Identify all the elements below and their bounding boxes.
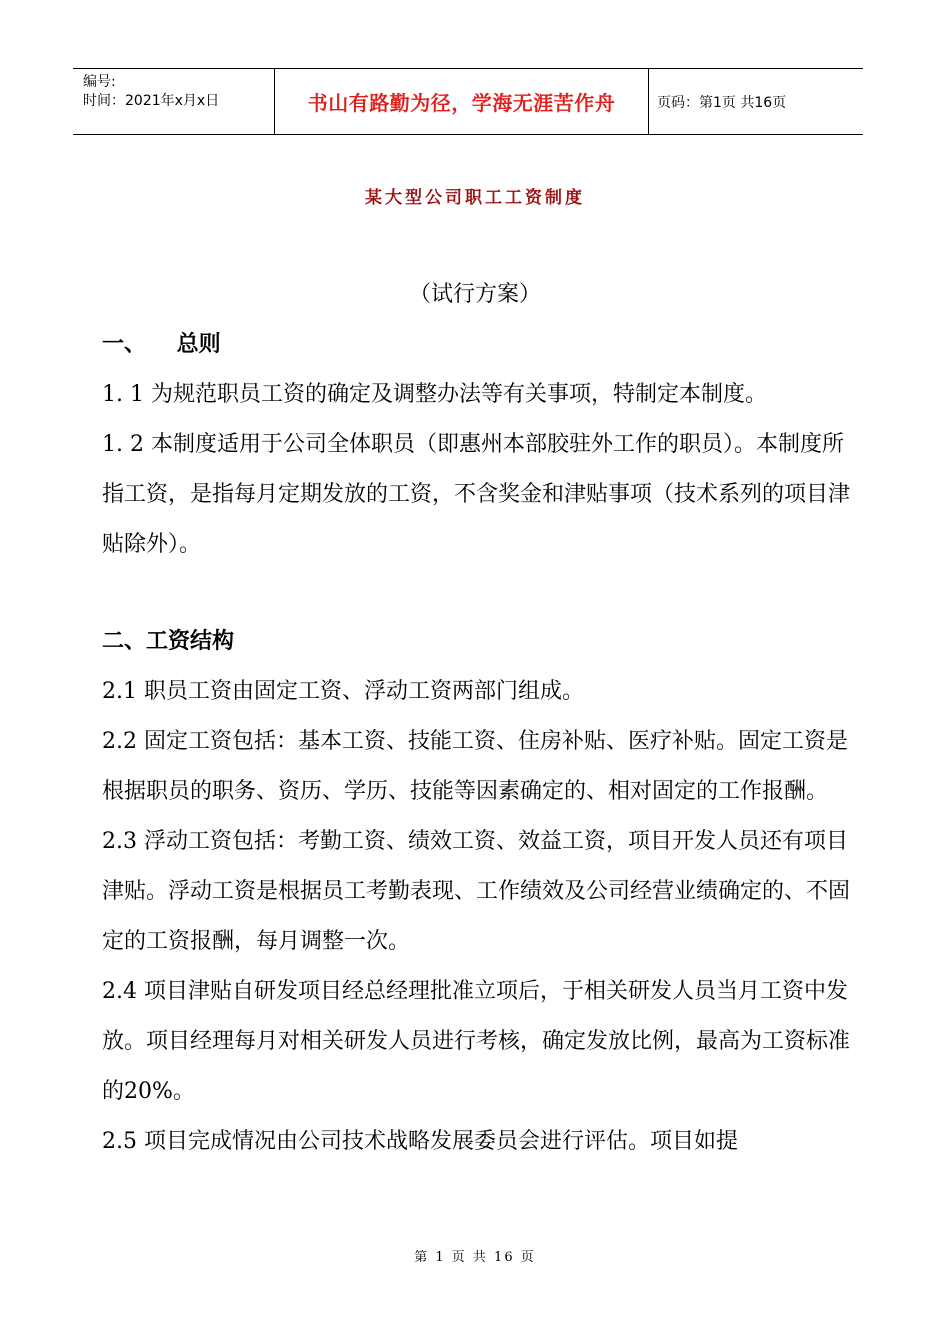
motto-text: 书山有路勤为径，学海无涯苦作舟 — [307, 91, 616, 115]
section-heading: 二、工资结构 — [102, 629, 235, 654]
paragraph: 1. 1 为规范职员工资的确定及调整办法等有关事项，特制定本制度。 — [102, 382, 767, 407]
time-label: 时间：2021年x月x日 — [83, 93, 220, 109]
header-page-cell — [649, 69, 863, 134]
page-footer: 第 1 页 共 16 页 — [414, 1250, 536, 1265]
number-label: 编号: — [83, 74, 116, 90]
section-salary-structure — [102, 617, 862, 1167]
paragraph: 2.2 固定工资包括：基本工资、技能工资、住房补贴、医疗补贴。固定工资是根据职员的职务、资历、学历、技能等因素确定的、相对固定的工作报酬。 — [102, 729, 848, 804]
paragraph: 1. 2 本制度适用于公司全体职员（即惠州本部胶驻外工作的职员）。本制度所指工资，是指每月定期发放的工资，不含奖金和津贴事项（技术系列的项目津贴除外）。 — [102, 432, 851, 557]
page-info: 页码：第1页 共16页 — [657, 94, 787, 111]
document-title: 某大型公司职工工资制度 — [365, 188, 585, 208]
section-heading: 一、 总则 — [102, 332, 221, 357]
paragraph: 2.3 浮动工资包括：考勤工资、绩效工资、效益工资，项目开发人员还有项目津贴。浮动工资是根据员工考勤表现、工作绩效及公司经营业绩确定的、不固定的工资报酬，每月调整一次。 — [102, 829, 851, 954]
header-left-cell — [73, 69, 275, 134]
document-header-table — [73, 68, 863, 135]
paragraph: 2.4 项目津贴自研发项目经总经理批准立项后，于相关研发人员当月工资中发放。项目经理每月对相关研发人员进行考核，确定发放比例，最高为工资标准的20%。 — [102, 979, 851, 1104]
document-subtitle: （试行方案） — [408, 282, 541, 307]
header-motto-cell — [275, 69, 649, 134]
paragraph: 2.1 职员工资由固定工资、浮动工资两部门组成。 — [102, 679, 584, 704]
section-general — [102, 320, 862, 570]
paragraph: 2.5 项目完成情况由公司技术战略发展委员会进行评估。项目如提 — [102, 1129, 738, 1154]
